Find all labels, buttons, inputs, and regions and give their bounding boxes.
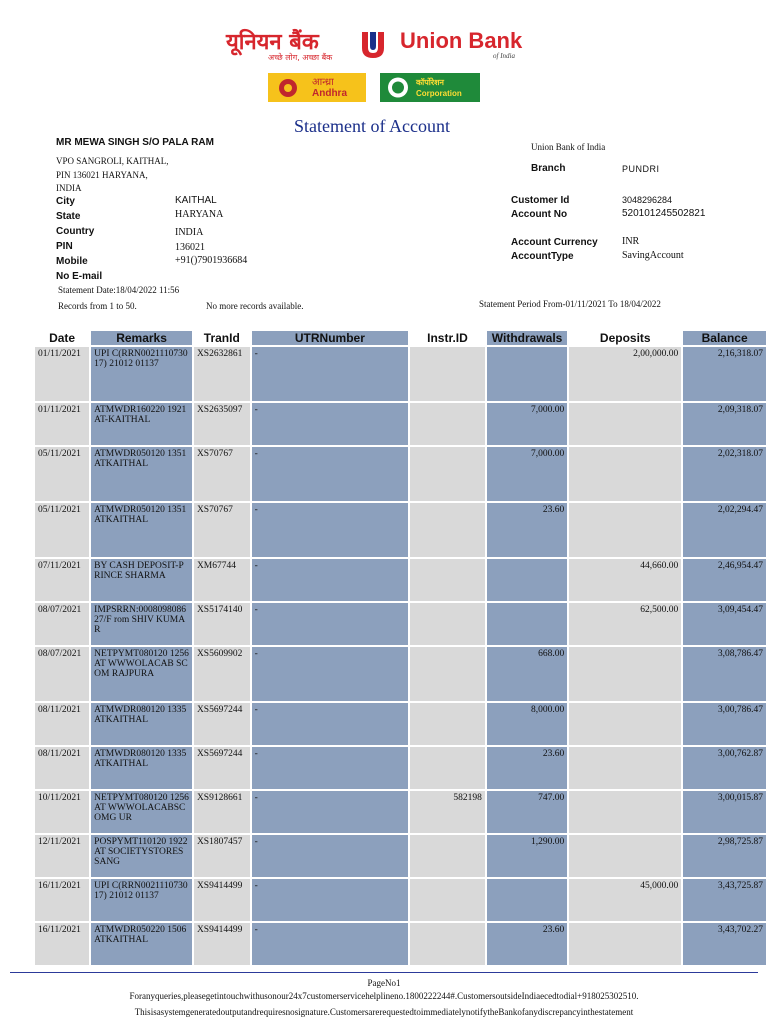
- cell-balance: 3,43,702.27: [683, 923, 766, 965]
- cell-instr: [410, 503, 485, 557]
- header-deposits: Deposits: [599, 331, 651, 345]
- pin-label: PIN: [56, 241, 73, 252]
- mobile-label: Mobile: [56, 256, 88, 267]
- cell-utr: -: [252, 559, 408, 601]
- cell-withdrawal: [487, 559, 567, 601]
- cell-balance: 2,98,725.87: [683, 835, 766, 877]
- footer-disclaimer: Thisisasystemgeneratedoutputandrequiresnosignature.CustomersarerequestedtoimmediatelynotifytheBankofanydiscrepancyinthestatement: [134, 1007, 634, 1017]
- table-row: [35, 559, 766, 601]
- cell-tranid: XS2632861: [194, 347, 250, 401]
- cell-date: 12/11/2021: [35, 835, 89, 877]
- account-no-label: Account No: [511, 209, 568, 220]
- cell-remarks: BY CASH DEPOSIT-PRINCE SHARMA: [91, 559, 192, 601]
- cell-tranid: XS1807457: [194, 835, 250, 877]
- mobile-value: +91()7901936684: [175, 255, 248, 266]
- cell-date: 08/11/2021: [35, 747, 89, 789]
- cell-date: 10/11/2021: [35, 791, 89, 833]
- cell-deposit: 44,660.00: [569, 559, 681, 601]
- account-type-value: SavingAccount: [622, 250, 684, 261]
- header-date: Date: [49, 331, 76, 345]
- corporation-badge: [380, 73, 480, 102]
- header-tranid: TranId: [203, 331, 240, 345]
- cell-tranid: XS9414499: [194, 879, 250, 921]
- corporation-text: कॉर्पोरेशन Corporation: [416, 78, 462, 98]
- header-remarks: Remarks: [91, 331, 192, 345]
- footer-divider: [10, 972, 758, 973]
- cell-deposit: 62,500.00: [569, 603, 681, 645]
- city-value: KAITHAL: [175, 195, 217, 206]
- cell-instr: [410, 835, 485, 877]
- cell-remarks: ATMWDR080120 1335ATKAITHAL: [91, 703, 192, 745]
- table-row: [35, 403, 766, 445]
- cell-deposit: 45,000.00: [569, 879, 681, 921]
- cell-deposit: [569, 503, 681, 557]
- cell-remarks: UPI C(RRN002111073017) 21012 01137: [91, 879, 192, 921]
- customer-name: MR MEWA SINGH S/O PALA RAM: [56, 137, 214, 148]
- no-more-records: No more records available.: [206, 301, 304, 311]
- cell-deposit: [569, 703, 681, 745]
- table-row: [35, 347, 766, 401]
- cell-utr: -: [252, 835, 408, 877]
- cell-date: 08/07/2021: [35, 603, 89, 645]
- address-line-1: VPO SANGROLI, KAITHAL,: [56, 156, 169, 166]
- cell-utr: -: [252, 879, 408, 921]
- customer-id-value: 3048296284: [622, 195, 673, 205]
- cell-withdrawal: 23.60: [487, 923, 567, 965]
- bank-logo-hindi: यूनियन बैंक: [226, 30, 319, 55]
- currency-label: Account Currency: [511, 237, 598, 248]
- cell-instr: [410, 703, 485, 745]
- andhra-logo-icon: [276, 77, 300, 99]
- cell-deposit: [569, 747, 681, 789]
- footer-helpline: Foranyqueries,pleasegetintouchwithusonour24x7customerservicehelplineno.1800222244#.CustomersoutsideIndiaecedtodial+918025302510.: [129, 991, 639, 1001]
- cell-tranid: XS2635097: [194, 403, 250, 445]
- cell-date: 05/11/2021: [35, 503, 89, 557]
- cell-instr: [410, 923, 485, 965]
- table-row: [35, 747, 766, 789]
- table-row: [35, 923, 766, 965]
- header-balance: Balance: [683, 331, 766, 345]
- page-number: PageNo1: [367, 978, 401, 988]
- cell-remarks: IMPSRRN:0008098086 27/F rom SHIV KUMAR: [91, 603, 192, 645]
- cell-tranid: XS70767: [194, 503, 250, 557]
- bank-logo-sub: of India: [493, 52, 515, 60]
- cell-utr: -: [252, 747, 408, 789]
- cell-utr: -: [252, 923, 408, 965]
- bank-tagline-hindi: अच्छे लोग, अच्छा बैंक: [268, 53, 333, 62]
- statement-date: Statement Date:18/04/2022 11:56: [58, 285, 180, 295]
- cell-withdrawal: 23.60: [487, 747, 567, 789]
- cell-date: 16/11/2021: [35, 923, 89, 965]
- cell-instr: [410, 647, 485, 701]
- table-row: [35, 791, 766, 833]
- address-line-2: PIN 136021 HARYANA,: [56, 170, 148, 180]
- transactions-body: [35, 347, 766, 965]
- cell-deposit: [569, 791, 681, 833]
- cell-utr: -: [252, 347, 408, 401]
- cell-date: 07/11/2021: [35, 559, 89, 601]
- page-title: Statement of Account: [294, 116, 450, 136]
- cell-deposit: [569, 403, 681, 445]
- cell-balance: 3,08,786.47: [683, 647, 766, 701]
- records-range: Records from 1 to 50.: [58, 301, 137, 311]
- cell-utr: -: [252, 791, 408, 833]
- cell-utr: -: [252, 703, 408, 745]
- cell-tranid: XS70767: [194, 447, 250, 501]
- statement-period: Statement Period From-01/11/2021 To 18/04/2022: [479, 299, 661, 309]
- cell-remarks: ATMWDR160220 1921AT-KAITHAL: [91, 403, 192, 445]
- table-row: [35, 703, 766, 745]
- cell-date: 01/11/2021: [35, 403, 89, 445]
- cell-remarks: UPI C(RRN002111073017) 21012 01137: [91, 347, 192, 401]
- cell-deposit: [569, 835, 681, 877]
- cell-withdrawal: 7,000.00: [487, 447, 567, 501]
- header-utr: UTRNumber: [252, 331, 408, 345]
- cell-balance: 3,00,786.47: [683, 703, 766, 745]
- cell-utr: -: [252, 647, 408, 701]
- cell-withdrawal: [487, 347, 567, 401]
- header-instr: Instr.ID: [427, 331, 468, 345]
- cell-balance: 3,00,015.87: [683, 791, 766, 833]
- table-header-row: [35, 331, 766, 345]
- cell-tranid: XS5697244: [194, 703, 250, 745]
- customer-id-label: Customer Id: [511, 195, 570, 206]
- branch-value: PUNDRI: [622, 164, 660, 174]
- cell-deposit: [569, 923, 681, 965]
- cell-instr: [410, 603, 485, 645]
- cell-withdrawal: 23.60: [487, 503, 567, 557]
- cell-date: 05/11/2021: [35, 447, 89, 501]
- cell-deposit: [569, 647, 681, 701]
- cell-balance: 2,16,318.07: [683, 347, 766, 401]
- cell-date: 16/11/2021: [35, 879, 89, 921]
- cell-utr: -: [252, 447, 408, 501]
- cell-balance: 2,09,318.07: [683, 403, 766, 445]
- table-row: [35, 835, 766, 877]
- cell-withdrawal: 8,000.00: [487, 703, 567, 745]
- cell-remarks: ATMWDR050120 1351ATKAITHAL: [91, 503, 192, 557]
- cell-tranid: XM67744: [194, 559, 250, 601]
- cell-tranid: XS9128661: [194, 791, 250, 833]
- table-row: [35, 447, 766, 501]
- currency-value: INR: [622, 236, 640, 247]
- table-row: [35, 879, 766, 921]
- cell-balance: 3,09,454.47: [683, 603, 766, 645]
- pin-value: 136021: [175, 242, 205, 253]
- cell-instr: [410, 559, 485, 601]
- cell-utr: -: [252, 503, 408, 557]
- cell-deposit: [569, 447, 681, 501]
- cell-withdrawal: [487, 603, 567, 645]
- account-type-label: AccountType: [511, 251, 574, 262]
- state-label: State: [56, 211, 81, 222]
- cell-balance: 2,02,318.07: [683, 447, 766, 501]
- bank-logo-english: Union Bank: [400, 28, 523, 53]
- state-value: HARYANA: [175, 209, 224, 220]
- cell-deposit: 2,00,000.00: [569, 347, 681, 401]
- header-withdrawals: Withdrawals: [487, 331, 567, 345]
- account-no-value: 520101245502821: [622, 208, 706, 219]
- branch-label: Branch: [531, 163, 566, 174]
- cell-tranid: XS5609902: [194, 647, 250, 701]
- cell-remarks: ATMWDR050120 1351ATKAITHAL: [91, 447, 192, 501]
- country-value: INDIA: [175, 227, 204, 238]
- email-label: No E-mail: [56, 271, 103, 282]
- cell-remarks: POSPYMT110120 1922 AT SOCIETYSTORES SANG: [91, 835, 192, 877]
- city-label: City: [56, 196, 75, 207]
- cell-withdrawal: 668.00: [487, 647, 567, 701]
- table-row: [35, 647, 766, 701]
- corporation-logo-icon: [386, 76, 410, 99]
- cell-withdrawal: 7,000.00: [487, 403, 567, 445]
- cell-withdrawal: 1,290.00: [487, 835, 567, 877]
- cell-instr: 582198: [410, 791, 485, 833]
- table-row: [35, 603, 766, 645]
- cell-date: 08/07/2021: [35, 647, 89, 701]
- cell-tranid: XS5174140: [194, 603, 250, 645]
- cell-instr: [410, 447, 485, 501]
- cell-remarks: ATMWDR080120 1335ATKAITHAL: [91, 747, 192, 789]
- bank-name: Union Bank of India: [531, 142, 606, 152]
- cell-withdrawal: [487, 879, 567, 921]
- cell-instr: [410, 747, 485, 789]
- cell-remarks: NETPYMT080120 1256 AT WWWOLACABSCOMG UR: [91, 791, 192, 833]
- cell-utr: -: [252, 403, 408, 445]
- andhra-text: आन्ध्रा Andhra: [312, 77, 347, 99]
- cell-tranid: XS5697244: [194, 747, 250, 789]
- cell-date: 01/11/2021: [35, 347, 89, 401]
- transactions-table: [33, 329, 768, 967]
- cell-remarks: ATMWDR050220 1506ATKAITHAL: [91, 923, 192, 965]
- cell-tranid: XS9414499: [194, 923, 250, 965]
- cell-balance: 3,00,762.87: [683, 747, 766, 789]
- cell-withdrawal: 747.00: [487, 791, 567, 833]
- union-bank-logo-icon: [356, 28, 390, 62]
- country-label: Country: [56, 226, 95, 237]
- cell-remarks: NETPYMT080120 1256 AT WWWOLACAB SCOM RAJPURA: [91, 647, 192, 701]
- cell-instr: [410, 403, 485, 445]
- cell-balance: 2,02,294.47: [683, 503, 766, 557]
- cell-balance: 3,43,725.87: [683, 879, 766, 921]
- cell-instr: [410, 879, 485, 921]
- cell-instr: [410, 347, 485, 401]
- cell-utr: -: [252, 603, 408, 645]
- andhra-badge: [268, 73, 366, 102]
- cell-balance: 2,46,954.47: [683, 559, 766, 601]
- table-row: [35, 503, 766, 557]
- cell-date: 08/11/2021: [35, 703, 89, 745]
- address-line-3: INDIA: [56, 183, 82, 193]
